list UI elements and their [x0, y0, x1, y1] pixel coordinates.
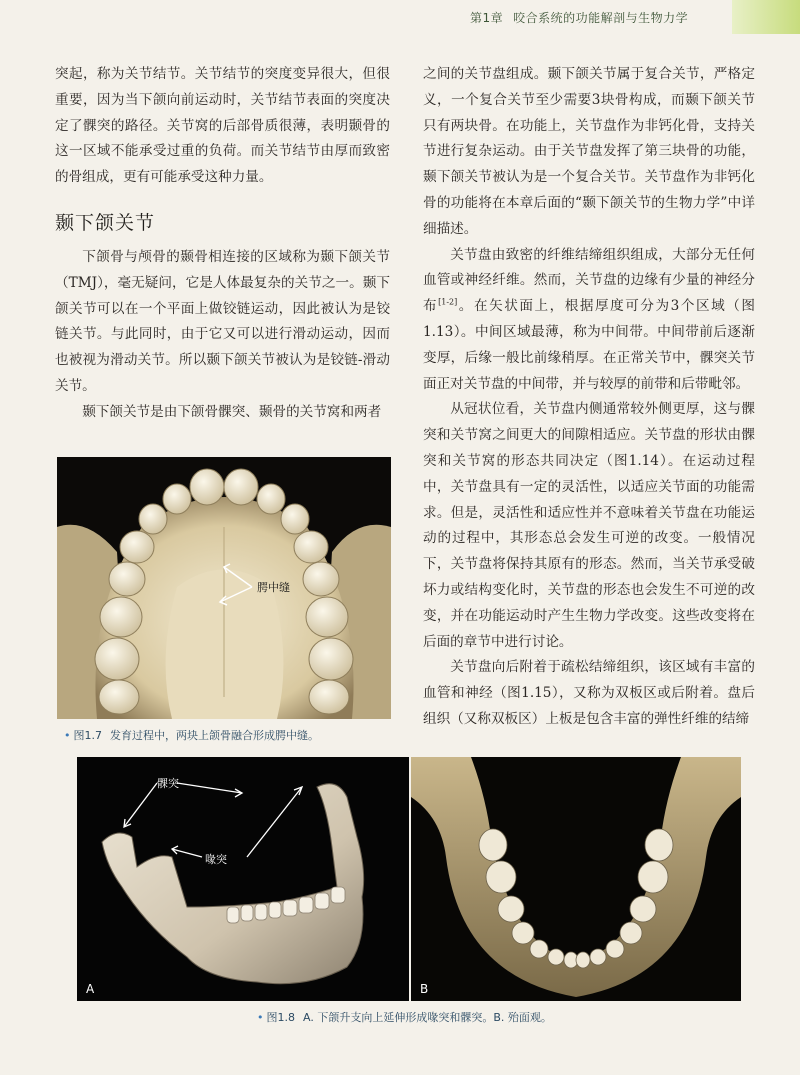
figure-label-condyle: 髁突: [157, 777, 179, 790]
chapter-number: 第1章: [470, 11, 504, 25]
figure-number: 图1.7: [73, 729, 102, 742]
figure-palate-photo: [57, 457, 391, 719]
paragraph: 颞下颌关节是由下颌骨髁突、颞骨的关节窝和两者: [82, 403, 382, 420]
section-heading: 颞下颌关节: [55, 211, 156, 234]
running-header: [0, 0, 800, 34]
paragraph-text: 。在矢状面上，根据厚度可分为3个区域（图1.13）。中间区域最薄，称为中间带。中间带前后逐渐变厚，后缘一般比前缘稍厚。在正常关节中，髁突关节面正对关节盘的中间带，并与较厚的前带和后带毗邻。: [423, 298, 755, 392]
left-column: [55, 62, 390, 426]
panel-label-b: B: [420, 982, 429, 996]
mandible-lateral-illustration: [77, 757, 409, 1001]
figure-label-palatal-suture: 腭中缝: [257, 581, 290, 594]
palate-illustration: [57, 457, 391, 719]
right-column: [423, 62, 755, 733]
citation-ref: [1-2]: [438, 297, 458, 307]
paragraph: 关节盘向后附着于疏松结缔组织，该区域有丰富的血管和神经（图1.15），又称为双板区或后附着。盘后组织（又称双板区）上板是包含丰富的弹性纤维的结缔: [423, 659, 755, 727]
chapter-title: 咬合系统的功能解剖与生物力学: [513, 11, 689, 25]
panel-label-a: A: [86, 982, 95, 996]
figure-caption: [64, 727, 319, 743]
bullet-icon: •: [257, 1011, 264, 1024]
mandible-occlusal-illustration: [411, 757, 741, 1001]
caption-text: A. 下颌升支向上延伸形成喙突和髁突。B. 殆面观。: [303, 1011, 552, 1024]
caption-text: 发育过程中，两块上颌骨融合形成腭中缝。: [110, 729, 319, 742]
header-color-tab: [732, 0, 800, 34]
paragraph: [423, 243, 755, 398]
paragraph-text: 关节盘由致密的纤维结缔组织组成，大部分无任何血管或神经纤维。然而，关节盘的边缘有少量的神经分布: [423, 246, 755, 315]
paragraph: 之间的关节盘组成。颞下颌关节属于复合关节，严格定义，一个复合关节至少需要3块骨构成，而颞下颌关节只有两块骨。在功能上，关节盘作为非钙化骨，支持关节进行复杂运动。由于关节盘发挥了第三块骨的功能，颞下颌关节被认为是一个复合关节。关节盘作为非钙化骨的功能将在本章后面的“颞下颌关节的生物力学”中详细描述。: [423, 66, 755, 237]
paragraph: 下颌骨与颅骨的颞骨相连接的区域称为颞下颌关节（TMJ），毫无疑问，它是人体最复杂的关节之一。颞下颌关节可以在一个平面上做铰链运动，因此被认为是铰链关节。与此同时，由于它又可以进行滑动运动，因而也被视为滑动关节。所以颞下颌关节被认为是铰链-滑动关节。: [55, 248, 390, 394]
running-header-text: [470, 9, 726, 26]
figure-number: 图1.8: [266, 1011, 295, 1024]
figure-caption: [257, 1009, 552, 1025]
figure-mandible-occlusal-photo: [411, 757, 741, 1001]
figure-label-coronoid: 喙突: [205, 853, 227, 866]
figure-mandible-lateral-photo: [77, 757, 409, 1001]
paragraph: 突起，称为关节结节。关节结节的突度变异很大，但很重要，因为当下颌向前运动时，关节结节表面的突度决定了髁突的路径。关节窝的后部骨质很薄，表明颞骨的这一区域不能承受过重的负荷。而关节结节由厚而致密的骨组成，更有可能承受这种力量。: [55, 66, 390, 186]
paragraph: 从冠状位看，关节盘内侧通常较外侧更厚，这与髁突和关节窝之间更大的间隙相适应。关节盘的形状由髁突和关节窝的形态共同决定（图1.14）。在运动过程中，关节盘具有一定的灵活性，以适应关节面的功能需求。但是，灵活性和适应性并不意味着关节盘在功能运动的过程中，其形态总会发生可逆的改变。一般情况下，关节盘将保持其原有的形态。然而，当关节承受破坏力或结构变化时，关节盘的形态也会发生不可逆的改变，并在功能运动时产生生物力学改变。这些改变将在后面的章节中进行讨论。: [423, 401, 755, 650]
bullet-icon: •: [64, 729, 71, 742]
